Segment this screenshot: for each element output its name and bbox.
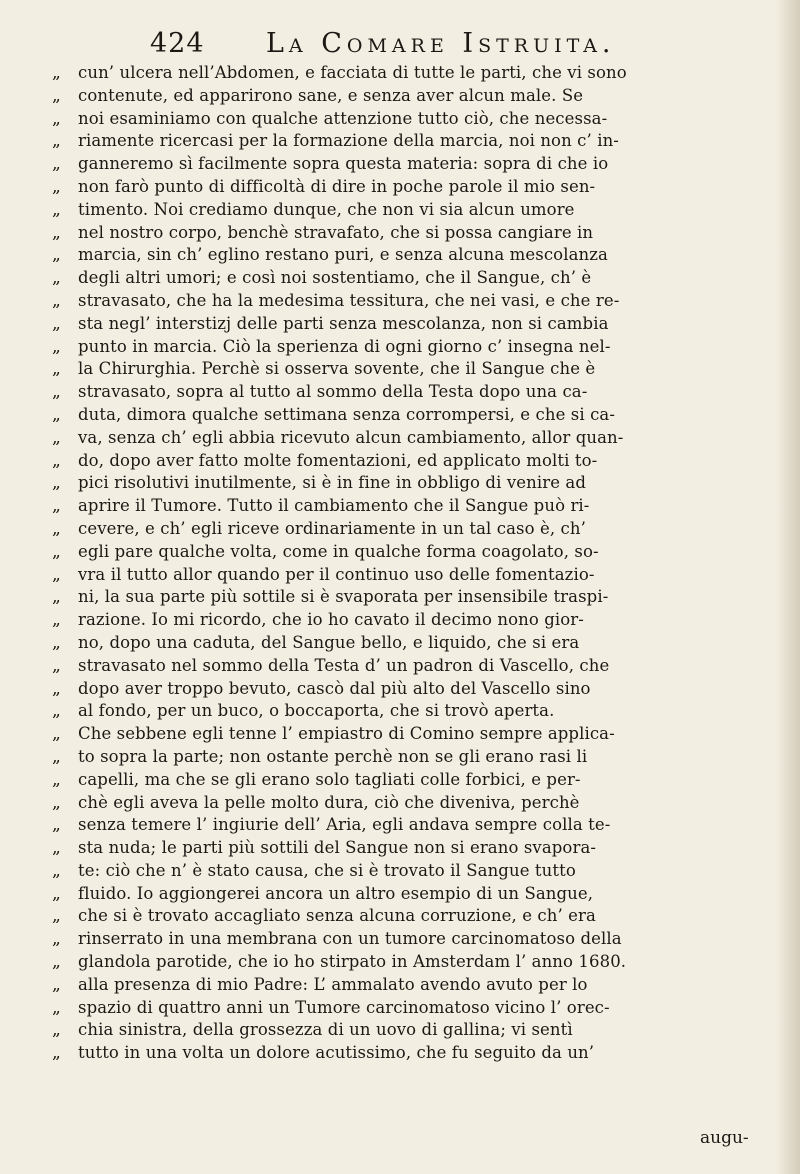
quotation-mark: „ — [52, 268, 61, 289]
text-line — [52, 267, 772, 290]
quotation-mark: „ — [52, 974, 61, 995]
line-text: stravasato nel sommo della Testa d’ un padron di Vascello, che — [78, 655, 610, 675]
quotation-mark: „ — [52, 860, 61, 881]
line-text: dopo aver troppo bevuto, cascò dal più alto del Vascello sino — [78, 678, 591, 698]
line-text: degli altri umori; e così noi sostentiamo, che il Sangue, ch’ è — [78, 268, 592, 288]
text-line — [52, 336, 772, 359]
text-line — [52, 518, 772, 541]
quotation-mark: „ — [52, 473, 61, 494]
line-text: stravasato, che ha la medesima tessitura, che nei vasi, e che re- — [78, 290, 620, 310]
quotation-mark: „ — [52, 518, 61, 539]
text-line — [52, 130, 772, 153]
quotation-mark: „ — [52, 85, 61, 106]
line-text: punto in marcia. Ciò la sperienza di ogni giorno c’ insegna nel- — [78, 336, 611, 356]
line-text: che si è trovato accagliato senza alcuna corruzione, e ch’ era — [78, 906, 596, 926]
text-line — [52, 564, 772, 587]
text-line — [52, 541, 772, 564]
quotation-mark: „ — [52, 1020, 61, 1041]
quotation-mark: „ — [52, 176, 61, 197]
text-line — [52, 586, 772, 609]
line-text: duta, dimora qualche settimana senza corrompersi, e che si ca- — [78, 404, 616, 424]
quotation-mark: „ — [52, 997, 61, 1018]
text-line — [52, 427, 772, 450]
quotation-mark: „ — [52, 724, 61, 745]
quotation-mark: „ — [52, 450, 61, 471]
quotation-mark: „ — [52, 815, 61, 836]
line-text: nel nostro corpo, benchè stravafato, che si possa cangiare in — [78, 222, 594, 242]
text-line — [52, 746, 772, 769]
text-line — [52, 450, 772, 473]
quotation-mark: „ — [52, 382, 61, 403]
line-text: ganneremo sì facilmente sopra questa materia: sopra di che io — [78, 154, 609, 174]
text-line — [52, 928, 772, 951]
quotation-mark: „ — [52, 769, 61, 790]
line-text: senza temere l’ ingiurie dell’ Aria, egli andava sempre colla te- — [78, 815, 611, 835]
quotation-mark: „ — [52, 655, 61, 676]
text-line — [52, 381, 772, 404]
quotation-mark: „ — [52, 199, 61, 220]
text-line — [52, 222, 772, 245]
text-line — [52, 609, 772, 632]
text-line — [52, 290, 772, 313]
line-text: contenute, ed apparirono sane, e senza aver alcun male. Se — [78, 85, 584, 105]
line-text: alla presenza di mio Padre: L’ ammalato avendo avuto per lo — [78, 974, 588, 994]
quotation-mark: „ — [52, 792, 61, 813]
line-text: marcia, sin ch’ eglino restano puri, e senza alcuna mescolanza — [78, 245, 608, 265]
quotation-mark: „ — [52, 541, 61, 562]
text-line — [52, 883, 772, 906]
line-text: non farò punto di difficoltà di dire in poche parole il mio sen- — [78, 176, 596, 196]
text-line — [52, 244, 772, 267]
line-text: stravasato, sopra al tutto al sommo della Testa dopo una ca- — [78, 382, 588, 402]
text-line — [52, 313, 772, 336]
line-text: egli pare qualche volta, come in qualche forma coagolato, so- — [78, 541, 599, 561]
quotation-mark: „ — [52, 154, 61, 175]
text-line — [52, 108, 772, 131]
quotation-mark: „ — [52, 587, 61, 608]
text-line — [52, 85, 772, 108]
line-text: te: ciò che n’ è stato causa, che si è trovato il Sangue tutto — [78, 860, 576, 880]
line-text: glandola parotide, che io ho stirpato in Amsterdam l’ anno 1680. — [78, 952, 627, 972]
line-text: chè egli aveva la pelle molto dura, ciò che diveniva, perchè — [78, 792, 580, 812]
quotation-mark: „ — [52, 701, 61, 722]
quotation-mark: „ — [52, 108, 61, 129]
text-line — [52, 632, 772, 655]
line-text: ni, la sua parte più sottile si è svaporata per insensibile traspi- — [78, 587, 609, 607]
quotation-mark: „ — [52, 906, 61, 927]
quotation-mark: „ — [52, 427, 61, 448]
line-text: noi esaminiamo con qualche attenzione tutto ciò, che necessa- — [78, 108, 608, 128]
line-text: rinserrato in una membrana con un tumore carcinomatoso della — [78, 929, 622, 949]
line-text: Che sebbene egli tenne l’ empiastro di Comino sempre applica- — [78, 724, 615, 744]
line-text: aprire il Tumore. Tutto il cambiamento che il Sangue può ri- — [78, 496, 590, 516]
quotation-mark: „ — [52, 610, 61, 631]
text-line — [52, 814, 772, 837]
quotation-mark: „ — [52, 336, 61, 357]
line-text: do, dopo aver fatto molte fomentazioni, ed applicato molti to- — [78, 450, 598, 470]
quotation-mark: „ — [52, 883, 61, 904]
quotation-mark: „ — [52, 63, 61, 83]
line-text: riamente ricercasi per la formazione della marcia, noi non c’ in- — [78, 131, 619, 151]
text-line — [52, 404, 772, 427]
text-line — [52, 769, 772, 792]
text-line — [52, 974, 772, 997]
running-title: La Comare Istruita. — [266, 28, 616, 59]
text-line — [52, 153, 772, 176]
quotation-mark: „ — [52, 746, 61, 767]
quotation-mark: „ — [52, 838, 61, 859]
line-text: tutto in una volta un dolore acutissimo, che fu seguito da un’ — [78, 1043, 595, 1063]
page-edge-shadow — [776, 0, 800, 1174]
text-line — [52, 655, 772, 678]
quotation-mark: „ — [52, 404, 61, 425]
text-line — [52, 997, 772, 1020]
line-text: sta negl’ interstizj delle parti senza mescolanza, non si cambia — [78, 313, 609, 333]
page-number: 424 — [150, 28, 205, 59]
text-line — [52, 792, 772, 815]
quotation-mark: „ — [52, 564, 61, 585]
text-line — [52, 837, 772, 860]
text-line — [52, 176, 772, 199]
line-text: timento. Noi crediamo dunque, che non vi sia alcun umore — [78, 199, 575, 219]
line-text: chia sinistra, della grossezza di un uovo di gallina; vi sentì — [78, 1020, 573, 1040]
line-text: to sopra la parte; non ostante perchè non se gli erano rasi li — [78, 746, 588, 766]
quotation-mark: „ — [52, 245, 61, 266]
quotation-mark: „ — [52, 222, 61, 243]
quotation-mark: „ — [52, 952, 61, 973]
quotation-mark: „ — [52, 929, 61, 950]
text-line — [52, 678, 772, 701]
line-text: razione. Io mi ricordo, che io ho cavato il decimo nono gior- — [78, 610, 584, 630]
text-line — [52, 1019, 772, 1042]
text-line — [52, 951, 772, 974]
text-line — [52, 199, 772, 222]
text-line — [52, 905, 772, 928]
quotation-mark: „ — [52, 632, 61, 653]
quotation-mark: „ — [52, 313, 61, 334]
quotation-mark: „ — [52, 1043, 61, 1064]
line-text: cevere, e ch’ egli riceve ordinariamente in un tal caso è, ch’ — [78, 518, 586, 538]
text-line — [52, 1042, 772, 1065]
quotation-mark: „ — [52, 359, 61, 380]
line-text: sta nuda; le parti più sottili del Sangue non si erano svapora- — [78, 838, 597, 858]
page-header — [150, 22, 750, 64]
line-text: no, dopo una caduta, del Sangue bello, e liquido, che si era — [78, 632, 580, 652]
line-text: vra il tutto allor quando per il continuo uso delle fomentazio- — [78, 564, 595, 584]
text-line — [52, 495, 772, 518]
body-text — [52, 62, 772, 1065]
text-line — [52, 723, 772, 746]
quotation-mark: „ — [52, 290, 61, 311]
line-text: al fondo, per un buco, o boccaporta, che si trovò aperta. — [78, 701, 555, 721]
line-text: la Chirurghia. Perchè si osserva sovente, che il Sangue che è — [78, 359, 596, 379]
quotation-mark: „ — [52, 131, 61, 152]
text-line — [52, 860, 772, 883]
text-line — [52, 358, 772, 381]
text-line — [52, 472, 772, 495]
line-text: va, senza ch’ egli abbia ricevuto alcun cambiamento, allor quan- — [78, 427, 624, 447]
line-text: capelli, ma che se gli erano solo tagliati colle forbici, e per- — [78, 769, 581, 789]
line-text: pici risolutivi inutilmente, si è in fine in obbligo di venire ad — [78, 473, 587, 493]
text-line — [52, 700, 772, 723]
line-text: fluido. Io aggiongerei ancora un altro esempio di un Sangue, — [78, 883, 594, 903]
line-text: spazio di quattro anni un Tumore carcinomatoso vicino l’ orec- — [78, 997, 610, 1017]
quotation-mark: „ — [52, 496, 61, 517]
text-line — [52, 62, 772, 85]
catchword: augu- — [700, 1128, 749, 1148]
line-text: cun’ ulcera nell’Abdomen, e facciata di tutte le parti, che vi sono — [78, 63, 627, 82]
quotation-mark: „ — [52, 678, 61, 699]
